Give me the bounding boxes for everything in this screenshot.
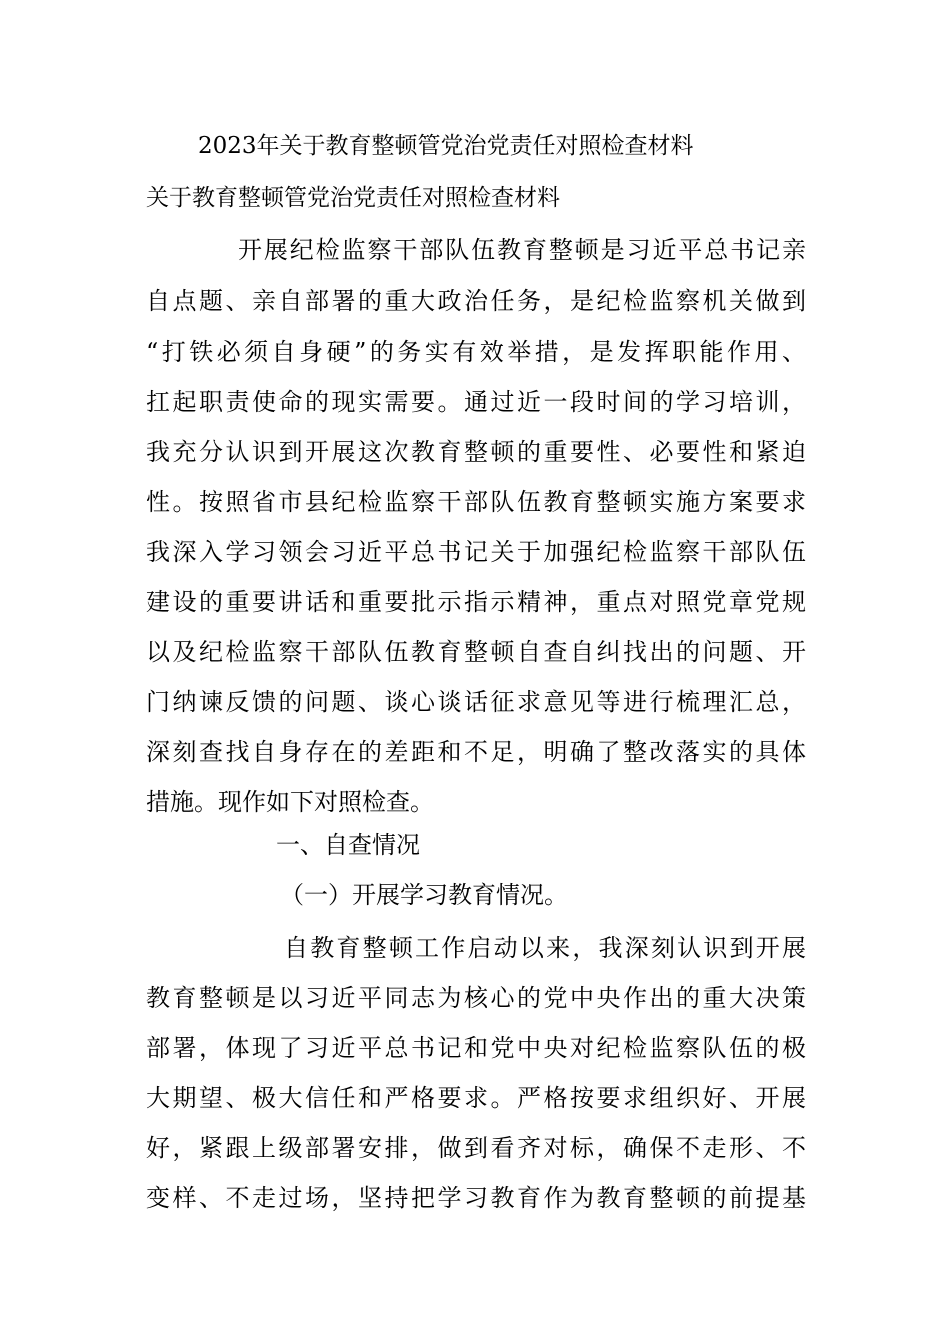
paragraph-line: “打铁必须自身硬”的务实有效举措，是发挥职能作用、 <box>146 338 806 366</box>
section-heading: 一、自查情况 <box>276 831 420 859</box>
paragraph-line: 措施。现作如下对照检查。 <box>146 788 434 816</box>
paragraph-line: 建设的重要讲话和重要批示指示精神，重点对照党章党规 <box>146 588 806 616</box>
paragraph-line: 自点题、亲自部署的重大政治任务，是纪检监察机关做到 <box>146 287 806 315</box>
paragraph-line: 好，紧跟上级部署安排，做到看齐对标，确保不走形、不 <box>146 1134 806 1162</box>
paragraph-line: 大期望、极大信任和严格要求。严格按要求组织好、开展 <box>146 1084 806 1112</box>
paragraph-line: 门纳谏反馈的问题、谈心谈话征求意见等进行梳理汇总， <box>146 688 806 716</box>
paragraph-line: 以及纪检监察干部队伍教育整顿自查自纠找出的问题、开 <box>146 638 806 666</box>
paragraph-line: 性。按照省市县纪检监察干部队伍教育整顿实施方案要求 <box>146 488 806 516</box>
paragraph-line: 自教育整顿工作启动以来，我深刻认识到开展 <box>284 934 806 962</box>
paragraph-line: 扛起职责使命的现实需要。通过近一段时间的学习培训， <box>146 388 806 416</box>
paragraph-line: 深刻查找自身存在的差距和不足，明确了整改落实的具体 <box>146 738 806 766</box>
document-title: 2023年关于教育整顿管党治党责任对照检查材料 <box>198 133 694 159</box>
subsection-heading: （一）开展学习教育情况。 <box>280 881 568 909</box>
paragraph-line: 部署，体现了习近平总书记和党中央对纪检监察队伍的极 <box>146 1034 806 1062</box>
paragraph-line: 开展纪检监察干部队伍教育整顿是习近平总书记亲 <box>238 236 806 264</box>
document-subtitle: 关于教育整顿管党治党责任对照检查材料 <box>146 185 560 211</box>
paragraph-line: 我充分认识到开展这次教育整顿的重要性、必要性和紧迫 <box>146 438 806 466</box>
paragraph-line: 变样、不走过场，坚持把学习教育作为教育整顿的前提基 <box>146 1184 806 1212</box>
paragraph-line: 我深入学习领会习近平总书记关于加强纪检监察干部队伍 <box>146 538 806 566</box>
paragraph-line: 教育整顿是以习近平同志为核心的党中央作出的重大决策 <box>146 984 806 1012</box>
